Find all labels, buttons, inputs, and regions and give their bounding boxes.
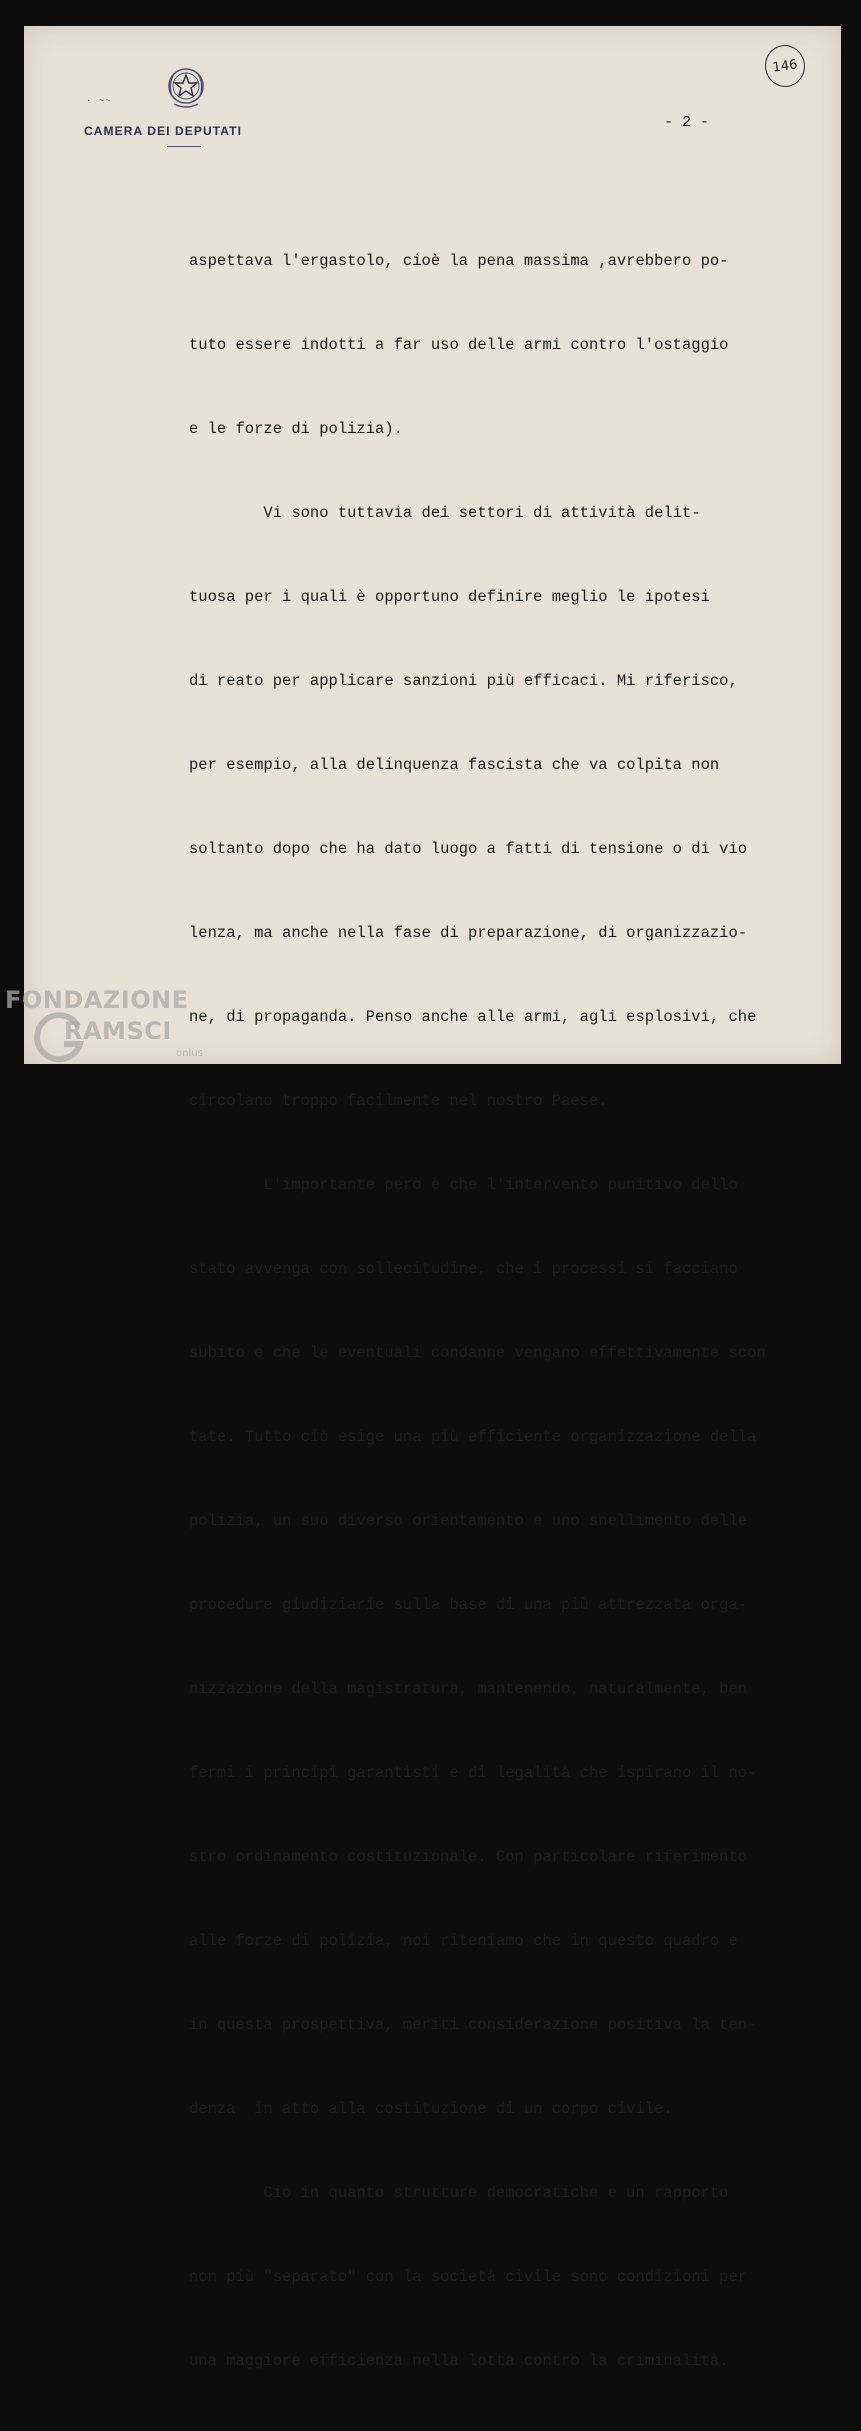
text-line: non più "separato" con la società civile sono condizioni per xyxy=(189,2268,748,2286)
text-line: alle forze di polizia, noi riteniamo che in questo quadro e xyxy=(189,1932,738,1950)
letterhead-rule xyxy=(167,146,201,147)
text-line: lenza, ma anche nella fase di preparazione, di organizzazio- xyxy=(189,924,748,942)
text-line: una maggiore efficienza nella lotta contro la criminalità. xyxy=(189,2352,729,2370)
italian-republic-emblem-icon xyxy=(164,62,208,112)
body-text xyxy=(189,191,799,2431)
text-line: in questa prospettiva, meriti considerazione positiva la ten- xyxy=(189,2016,757,2034)
watermark-line1: FONDAZIONE xyxy=(5,986,189,1014)
page-number: - 2 - xyxy=(664,114,710,131)
text-line: L'importante però è che l'intervento punitivo dello xyxy=(189,1176,738,1194)
text-line: polizia, un suo diverso orientamento e uno snellimento delle xyxy=(189,1512,748,1530)
text-line: di reato per applicare sanzioni più efficaci. Mi riferisco, xyxy=(189,672,738,690)
text-line: Ciò in quanto strutture democratiche e un rapporto xyxy=(189,2184,729,2202)
fondazione-gramsci-watermark xyxy=(0,976,240,1080)
text-line: per esempio, alla delinquenza fascista che va colpita non xyxy=(189,756,720,774)
text-line: soltanto dopo che ha dato luogo a fatti di tensione o di vio xyxy=(189,840,748,858)
text-line: nizzazione della magistratura, mantenendo, naturalmente, ben xyxy=(189,1680,748,1698)
text-line: stro ordinamento costituzionale. Con particolare riferimento xyxy=(189,1848,748,1866)
text-line: tuosa per i quali è opportuno definire meglio le ipotesi xyxy=(189,588,710,606)
text-line: Vi sono tuttavia dei settori di attività delit- xyxy=(189,504,701,522)
text-line: e le forze di polizia). xyxy=(189,420,403,438)
watermark-line2: RAMSCI xyxy=(64,1017,172,1045)
text-line: fermi i principi garantisti e di legalità che ispirano il no- xyxy=(189,1764,757,1782)
letterhead-tick-mark: · ~~ xyxy=(86,96,112,106)
letterhead-title: CAMERA DEI DEPUTATI xyxy=(84,124,243,138)
text-line: subito e che le eventuali condanne vengano effettivamente scon xyxy=(189,1344,766,1362)
text-line: denza in atto alla costituzione di un corpo civile. xyxy=(189,2100,673,2118)
text-line: circolano troppo facilmente nel nostro Paese. xyxy=(189,1092,608,1110)
archive-number-stamp: 146 xyxy=(762,42,807,89)
text-line: aspettava l'ergastolo, cioè la pena massima ,avrebbero po- xyxy=(189,252,729,270)
document-page xyxy=(24,26,841,2370)
text-line: procedure giudiziarie sulla base di una più attrezzata orga- xyxy=(189,1596,748,1614)
text-line: tuto essere indotti a far uso delle armi contro l'ostaggio xyxy=(189,336,729,354)
text-line: tate. Tutto ciò esige una più efficiente organizzazione della xyxy=(189,1428,757,1446)
watermark-onlus: onlus xyxy=(176,1048,203,1059)
text-line: ne, di propaganda. Penso anche alle armi, agli esplosivi, che xyxy=(189,1008,757,1026)
text-line: stato avvenga con sollecitudine, che i processi si facciano xyxy=(189,1260,738,1278)
